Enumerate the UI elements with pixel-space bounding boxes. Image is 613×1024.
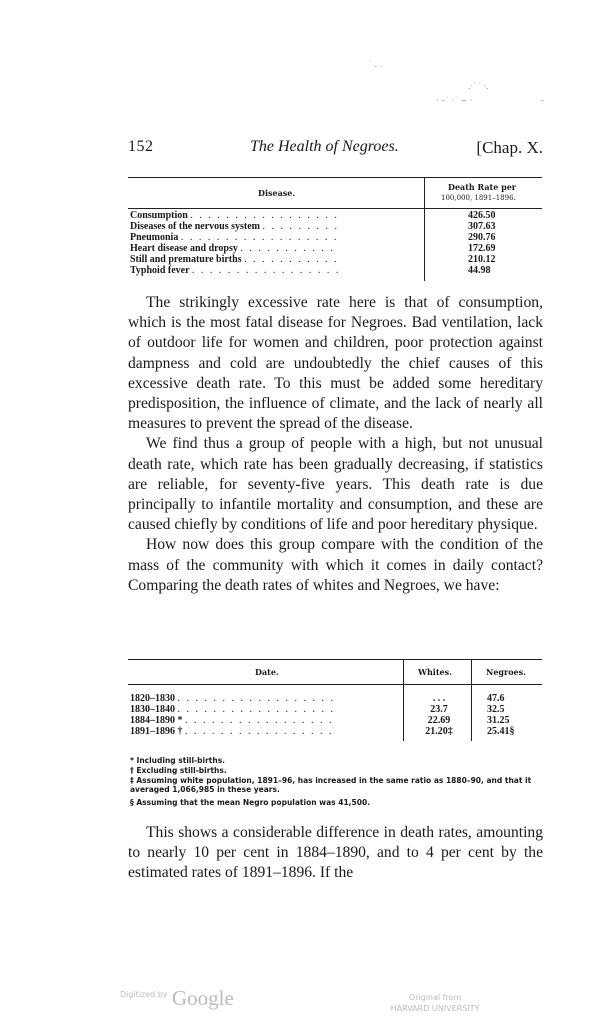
table2-negroes: 31.25 (487, 715, 510, 726)
paragraph: This shows a considerable difference in death rates, amounting to nearly 10 per cent in 1884–1890, and to 4 per cent by the estimated rates of 1891–1896. If the (128, 824, 543, 882)
footnote: * Including still-births. (130, 756, 226, 765)
table2-column-divider (471, 659, 472, 741)
table1-rate: 44.98 (468, 265, 491, 276)
scan-speck: ˙ . . (368, 60, 383, 69)
leader-dots: . . . . . . . . . . . . . . . . . (185, 726, 334, 737)
paragraph: How now does this group compare with the condition of the mass of the community with which it comes in daily contact? Comparing the death rates of whites and Negroes, we have: (128, 536, 543, 594)
table2-whites: . . . (432, 693, 446, 704)
body-text-top (128, 293, 543, 596)
footnote: † Excluding still-births. (130, 766, 227, 775)
table2-col-whites: Whites. (418, 667, 452, 677)
leader-dots: . . . . . . . . . . . . . . . . . (185, 715, 334, 726)
disease-name: Diseases of the nervous system (130, 221, 260, 232)
leader-dots: . . . . . . . . . . . . . . . . . . (180, 232, 339, 243)
leader-dots: . . . . . . . . . . . (244, 254, 339, 265)
table2-row-date (130, 715, 334, 726)
table1-row (130, 210, 339, 221)
table2-top-rule (128, 659, 542, 660)
chapter-label: [Chap. X. (476, 138, 543, 157)
table1-col-rate: Death Rate per (448, 182, 516, 192)
google-logo: Google (172, 986, 234, 1010)
table2-row-date (130, 726, 334, 737)
footnote: § Assuming that the mean Negro population was 41,500. (130, 798, 371, 807)
table2-negroes: 32.5 (487, 704, 505, 715)
scan-speck: – (540, 96, 544, 105)
footnote: ‡ Assuming white population, 1891–96, has increased in the same ratio as 1880–90, and that it averaged 1,066,985 in these years. (130, 776, 532, 794)
original-from-label: Original from (408, 993, 462, 1002)
table1-row (130, 254, 339, 265)
disease-name: Still and premature births (130, 254, 242, 265)
table1-rate: 210.12 (468, 254, 496, 265)
body-text-bottom (128, 823, 543, 884)
scan-speck: .·˙˙ ·. (468, 82, 489, 91)
table2-whites: 23.7 (430, 704, 448, 715)
leader-dots: . . . . . . . . . . . . . . . . . (191, 265, 341, 276)
table2-row-date (130, 704, 335, 715)
scan-speck: · –˙ ·˙ ~ · (436, 96, 473, 105)
running-header (128, 138, 543, 162)
paragraph: We find thus a group of people with a high, but not unusual death rate, which rate has been gradually decreasing, if statistics are reliable, for seventy-five years. This death rate is due principally to infantile mortality and consumption, and these are caused chiefly by conditions of life and poor hereditary physique. (128, 435, 543, 534)
table1-column-divider (424, 177, 425, 281)
table1-row (130, 243, 335, 254)
table1-row (130, 265, 340, 276)
page-number: 152 (128, 138, 154, 155)
table1-row (130, 232, 338, 243)
institution-label: HARVARD UNIVERSITY (390, 1004, 480, 1013)
leader-dots: . . . . . . . . . (262, 221, 339, 232)
table2-row-date (130, 693, 335, 704)
date-label: 1884–1890 * (130, 715, 183, 726)
table1-rate: 307.63 (468, 221, 496, 232)
table1-top-rule (128, 177, 542, 178)
leader-dots: . . . . . . . . . . . . . . . . . . (177, 704, 335, 715)
source-credit (380, 992, 490, 1014)
disease-name: Heart disease and dropsy (130, 243, 238, 254)
table1-rate: 426.50 (468, 210, 496, 221)
leader-dots: . . . . . . . . . . . (240, 243, 335, 254)
table2-col-negroes: Negroes. (486, 667, 526, 677)
table2-whites: 22.69 (427, 715, 451, 726)
disease-name: Consumption (130, 210, 188, 221)
date-label: 1830–1840 (130, 704, 175, 715)
table2-negroes: 25.41§ (487, 726, 515, 737)
disease-name: Typhoid fever (130, 265, 190, 276)
paragraph: The strikingly excessive rate here is that of consumption, which is the most fatal disease for Negroes. Bad ventilation, lack of outdoor life for women and children, poor protection against dampness and cold are undoubtedly the chief causes of this excessive death rate. To this must be added some hereditary predisposition, the influence of climate, and the lack of nearly all measures to prevent the spread of the disease. (128, 294, 543, 433)
running-title: The Health of Negroes. (250, 138, 399, 155)
table2-col-date: Date. (255, 667, 279, 677)
table1-row (130, 221, 339, 232)
table2-whites: 21.20‡ (425, 726, 453, 737)
table2-negroes: 47.6 (487, 693, 505, 704)
table2-header-rule (128, 684, 542, 685)
table1-rate: 290.76 (468, 232, 496, 243)
table1-col-disease: Disease. (258, 188, 296, 198)
digitized-by-label: Digitized by (120, 990, 168, 999)
date-label: 1820–1830 (130, 693, 175, 704)
table2-column-divider (403, 659, 404, 741)
leader-dots: . . . . . . . . . . . . . . . . . (190, 210, 339, 221)
disease-name: Pneumonia (130, 232, 179, 243)
table1-rate: 172.69 (468, 243, 496, 254)
table1-col-rate-sub: 100,000, 1891–1896. (441, 194, 516, 202)
leader-dots: . . . . . . . . . . . . . . . . . . (177, 693, 335, 704)
date-label: 1891–1896 † (130, 726, 183, 737)
table1-header-rule (128, 208, 542, 209)
